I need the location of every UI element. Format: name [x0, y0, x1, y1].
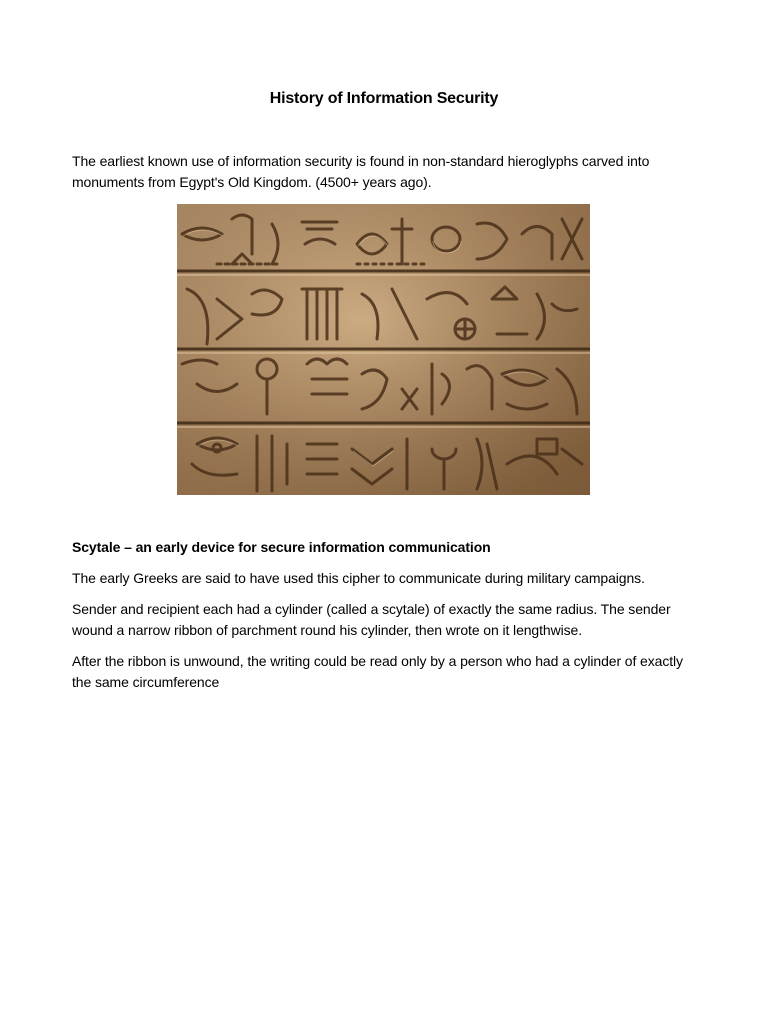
intro-paragraph: The earliest known use of information security is found in non-standard hieroglyphs carved into monuments from Egypt's Old Kingdom. (4500+ years ago).: [72, 153, 650, 190]
paragraph-greeks: The early Greeks are said to have used this cipher to communicate during military campaigns.: [72, 570, 645, 586]
hieroglyphs-photo-icon: [177, 204, 590, 495]
paragraph-unwound: After the ribbon is unwound, the writing could be read only by a person who had a cylinder of exactly the same circumference: [72, 653, 683, 690]
page-title: History of Information Security: [269, 90, 499, 107]
hieroglyphs-image: [177, 204, 590, 495]
scytale-heading: Scytale – an early device for secure information communication: [72, 539, 491, 555]
paragraph-cylinder: Sender and recipient each had a cylinder (called a scytale) of exactly the same radius. The sender wound a narrow ribbon of parchment round his cylinder, then wrote on it lengthwise.: [72, 601, 671, 638]
